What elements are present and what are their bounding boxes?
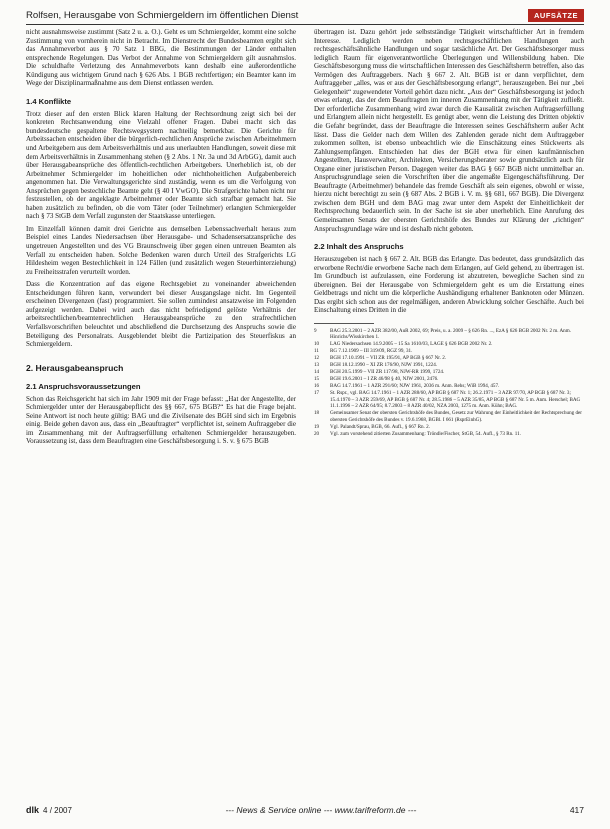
footnote-text: BAG 25.3.2001 – 2 AZR 382/00, AuR 2002, 69; Preis, u. a. 2009 – § 626 Rn. ..., EzA § 626 BGB 2002 Nr. 2 m. Anm. Hinrichs/Wisskirchen 1. [330,327,571,341]
footnote-number: 12 [314,355,320,362]
section-badge: AUFSÄTZE [528,9,584,22]
footnote [314,376,584,382]
running-title: Rolfsen, Herausgabe von Schmiergeldern im öffentlichen Dienst [26,9,299,21]
footnote-text: Vgl. zum vorstehend zitierten Zusammenhang: Tröndle/Fischer, StGB, 54. Aufl., § 73 Rn. 11. [330,430,521,437]
footnote-text: BGH 17.10.1991 – VII ZR 195/91, AP BGB § 667 Nr. 2. [330,355,447,362]
page-number: 417 [569,805,584,815]
footnote-divider [314,323,374,324]
footnote [314,383,584,389]
footnote [314,341,584,347]
footnote-text: BGH 18.12.1990 – XI ZR 176/90, NJW 1991, 1224. [330,362,438,369]
footer-website-line: --- News & Service online --- www.tarifreform.de --- [225,805,417,815]
footnote-text: RG 7.12.1909 – III 319/09, RGZ 99, 31. [330,348,413,355]
footnote [314,362,584,368]
footnote [314,390,584,409]
footnote-number: 18 [314,410,320,417]
footnote [314,424,584,430]
footnote-text: BAG 14.7.1961 – 1 AZR 291/60; NJW 1961, 2036 m. Anm. Rehs; WiB 1994, 457. [330,383,500,390]
footnote-text: St. Rspr., vgl. BAG 14.7.1961 – 1 AZR 288/60, AP BGB § 687 Nr. 1; 26.2.1971 – 3 AZR 97/70, AP BGB § 687 Nr. 3; 15.4.1970 – 3 AZR 259/69, AP BGB § 687 Nr. 4; 28.5.1986 – 5 AZR 35/85, AP BGB § 687 Nr. 5 m. Anm. Herschel; BAG 11.1.1996 – 2 AZR 64/95; 8.7.2003 – 8 AZR 40/02, NZA 2003, 1275 m. Anm. Kühn; BAG. [330,390,581,410]
footnote [314,369,584,375]
issue-number: 4 / 2007 [43,805,72,815]
journal-logo-text: dlk [26,805,40,815]
paragraph: Dass die Konzentration auf das eigene Rechtsgebiet zu voneinander abweichenden Entscheidungen führen kann, verwundert bei dieser Ausgangslage nicht. Im Gegenteil erscheinen Divergenzen (fast) programmiert. Sie sollen zumindest ansatzweise im Folgenden aufgezeigt werden. Dabei wird auch das nicht befriedigend gelöste Verhältnis der arbeitsrechtlichen/beamtenrechtlichen Herausgabeansprüche zu den strafrechtlichen Verfallsvorschriften beleuchtet und abschließend die Durchsetzung des Anspruchs sowie die Beteiligung des Personalrats. Ausgeblendet bleibt die Partizipation des Steuerfiskus an Schmiergeldern. [26,280,296,349]
footnote-number: 10 [314,341,320,348]
footnote-number: 9 [314,327,317,334]
footnote-number: 13 [314,362,320,369]
footnote-number: 11 [314,348,319,355]
paragraph: Im Einzelfall können damit drei Gerichte aus demselben Lebenssachverhalt heraus zum Beispiel eines Landes Niedersachsen über Herausgabe- und Schadensersatzansprüche des ungetreuen Angestellten und des VG Braunschweig über gegen einen untreuen Beamten als Verfall zu entscheiden haben. Solche Bedenken waren durch Urteil des Strafgerichts LG Hildesheim wegen Bestechlichkeit in 124 Fällen (und zusätzlich wegen Steuerhinterziehung) zu Freiheitsstrafen verurteilt worden. [26,224,296,276]
page-header [26,6,584,25]
footnote-number: 14 [314,369,320,376]
page-footer [26,803,584,817]
footnote-text: LAG Niedersachsen 14.9.2005 – 15 Sa 1610/03, LAGE § 626 BGB 2002 Nr. 2. [330,341,493,348]
footnote [314,431,584,437]
footnote-number: 19 [314,423,320,430]
left-column [26,28,296,795]
journal-brand [26,805,72,815]
footnote-text: BGH 19.6.2001 – I ZR 46/98 § 40, NJW 2001, 2476. [330,376,439,383]
paragraph: Schon das Reichsgericht hat sich im Jahr 1909 mit der Frage befasst: „Hat der Angestellte, der Schmiergelder unter der Herausgabepflicht des §§ 667, 675 BGB?“ Es hat die Frage bejaht. Seine Antwort ist noch heute gültig: BAG und die Zivilsenate des BGH sind sich im Ergebnis einig. Beide gehen davon aus, dass ein „Beauftragter“ verpflichtet ist, seinem Auftraggeber die im Zusammenhang mit der Auftragserfüllung erhaltenen Schmiergelder herauszugeben. Voraussetzung ist, dass dem Beauftragten eine Geschäftsbesorgung i. S. v. § 675 BGB [26,394,296,446]
section-heading: 2.2 Inhalt des Anspruchs [314,242,404,252]
paragraph: übertragen ist. Dazu gehört jede selbstständige Tätigkeit wirtschaftlicher Art in fremdem Interesse. Lediglich werden neben rechtsgeschäftlichen Handlungen auch rechtsgeschäftsähnliche Handlungen und sogar tatsächliche Art. Der Geschäftsbesorger muss lediglich Raum für eigenverantwortliche Überlegungen und Willensbildung haben. Die Geschäftsbesorgung muss die wirtschaftlichen Interessen des Geschäftsherrn betreffen, also das Vermögen des Auftraggebers. Nach § 667 2. Alt. BGB ist er dann verpflichtet, dem Auftraggeber „alles, was er aus der Geschäftsbesorgung erlangt“, herauszugeben. Bei nur „bei Gelegenheit“ zugewendeter Vorteil gehört dazu nicht. „Aus der“ Geschäftsbesorgung ist jedoch etwas erlangt, das der dem Beauftragten im inneren Zusammenhang mit der Tätigkeit zufließt. Der erforderliche Zusammenhang wird zwar durch die Kausalität zwischen Auftragserfüllung und Erlangtem allein nicht hergestellt. Es genügt aber, wenn die Leistung des Dritten objektiv die Gefahr begründet, dass der Beauftragte die Interessen seines Geschäftsherrn außer Acht lässt. Dass die Gelder nach dem Willen des Zahlenden gerade nicht dem Auftraggeber zukommen sollten, ist ebenso unbeachtlich wie die Einschätzung eines Stückwerts als Zahlungsempfängen. Entschieden hat dies der BGH etwa für einen kaufmännischen Angestellten, Hausverwalter, Architekten, Versicherungsberater sowie grundsätzlich auch für Organe einer juristischen Person. Dagegen weiter das BAG § 667 BGB nicht unmittelbar an. Anspruchsgrundlage seien die Vorschriften über die angemaßte Eigengeschäftsführung. Der Beauftragte (Arbeitnehmer) behandele das fremde Geschäft als sein eigenes, obwohl er wisse, hierzu nicht berechtigt zu sein (§ 687 Abs. 2 BGB i. V. m. §§ 681, 667 BGB). Die Divergenz zwischen dem BGH und dem BAG mag zwar unter dem Aspekt der Einheitlichkeit der Rechtsprechung bedauerlich sein. In der Sache ist sie aber unerheblich. Eine Anrufung des Gemeinsamen Senats der obersten Gerichtshöfe des Bundes zur Klärung der „richtigen“ Anspruchsgrundlage wäre und ist deshalb nicht geboten. [314,28,584,233]
paragraph: Herauszugeben ist nach § 667 2. Alt. BGB das Erlangte. Das bedeutet, dass grundsätzlich das erworbene Recht/die erworbene Sache nach dem Erlangen, auf Geld gehend, zu übertragen ist. Im Grundbuch ist aufzulassen, eine Forderung ist abzutreten, bewegliche Sachen sind zu übereignen. Bei der Herausgabe von Schmiergeldern geht es um die Erstattung eines Geldbetrags und nicht um die körperliche Aushändigung erhaltener Banknoten oder Münzen. Das ergibt sich schon aus der regelmäßigen, anderen Abwicklung solcher Geschäfte. Auch bei Einschaltung eines Dritten in die [314,255,584,315]
footnote-number: 15 [314,376,320,383]
footnote-text: Gemeinsamer Senat der obersten Gerichtshöfe des Bundes, Gesetz zur Wahrung der Einheitlichkeit der Rechtsprechung der obersten Gerichtshöfe des Bundes v. 19.6.1968, BGBl. I 661 (RsprEinhG). [330,410,582,423]
footnote-number: 20 [314,430,320,437]
footnote [314,328,584,341]
footnote [314,410,584,423]
paragraph: nicht ausnahmsweise zustimmt (Satz 2 u. a. O.). Geht es um Schmiergelder, kommt eine solche Zustimmung von vornherein nicht in Betracht. Im Dienstrecht der Bundesbeamten ergibt sich das Annahmeverbot aus § 70 Satz 1 BBG, die Bestimmungen der Länder enthalten entsprechende Regelungen. Das Verbot der Annahme von Schmiergeldern gilt ausnahmslos. Die schuldhafte Verletzung des Annahmeverbots kann deshalb eine außerordentliche Kündigung aus wichtigem Grund nach § 626 Abs. 1 BGB rechtfertigen; ein Beamter kann im Wege der Disziplinarmaßnahme aus dem Dienst entlassen werden. [26,28,296,88]
footnote [314,355,584,361]
right-column [314,28,584,795]
section-heading: 1.4 Konflikte [26,96,72,106]
section-heading: 2. Herausgabeanspruch [26,362,124,373]
section-heading: 2.1 Anspruchsvoraussetzungen [26,381,141,391]
footnote [314,348,584,354]
footnote-number: 16 [314,383,320,390]
footnote-text: BGH 20.5.1999 – VII ZR 117/98, NJW-RR 1999, 1724. [330,369,445,376]
footnote-number: 17 [314,390,320,397]
footnote-text: Vgl. Palandt/Sprau, BGB, 66. Aufl., § 667 Rn. 2. [330,423,430,430]
paragraph: Trotz dieser auf den ersten Blick klaren Haltung der Rechtsordnung zeigt sich bei der konkreten Rechtsanwendung eine Vielzahl offener Fragen. Dabei macht sich das bundesdeutsche gespaltene Rechtswegsystem nachteilig bemerkbar. Die Gerichte für Arbeitssachen entscheiden über die bürgerlich-rechtlichen Ansprüche zwischen Arbeitnehmern und Arbeitgebern aus dem Arbeitsverhältnis und aus unerlaubten Handlungen, soweit diese mit dem Arbeitsverhältnis in Zusammenhang stehen (§ 2 Abs. 1 Nr. 3a und 3d ArbGG), damit auch über Herausgabeansprüche des öffentlich-rechtlichen Arbeitgebers. Unerheblich ist, ob der Arbeitnehmer Schmiergelder im hoheitlichen oder nichthoheitlichen Aufgabenbereich angenommen hat. Die Verwaltungsgerichte sind zuständig, wenn es um die Verfolgung von Ansprüchen gegen bestechliche Beamte geht (§ 40 I VwGO). Die Strafgerichte haben nicht nur festzustellen, ob der angeklagte Arbeitnehmer oder Beamte sich strafbar gemacht hat. Sie haben zusätzlich zu befinden, ob die vom Täter (oder Teilnehmer) erlangten Schmiergelder nach § 73 StGB dem Verfall zugunsten der Staatskasse unterliegen. [26,109,296,221]
